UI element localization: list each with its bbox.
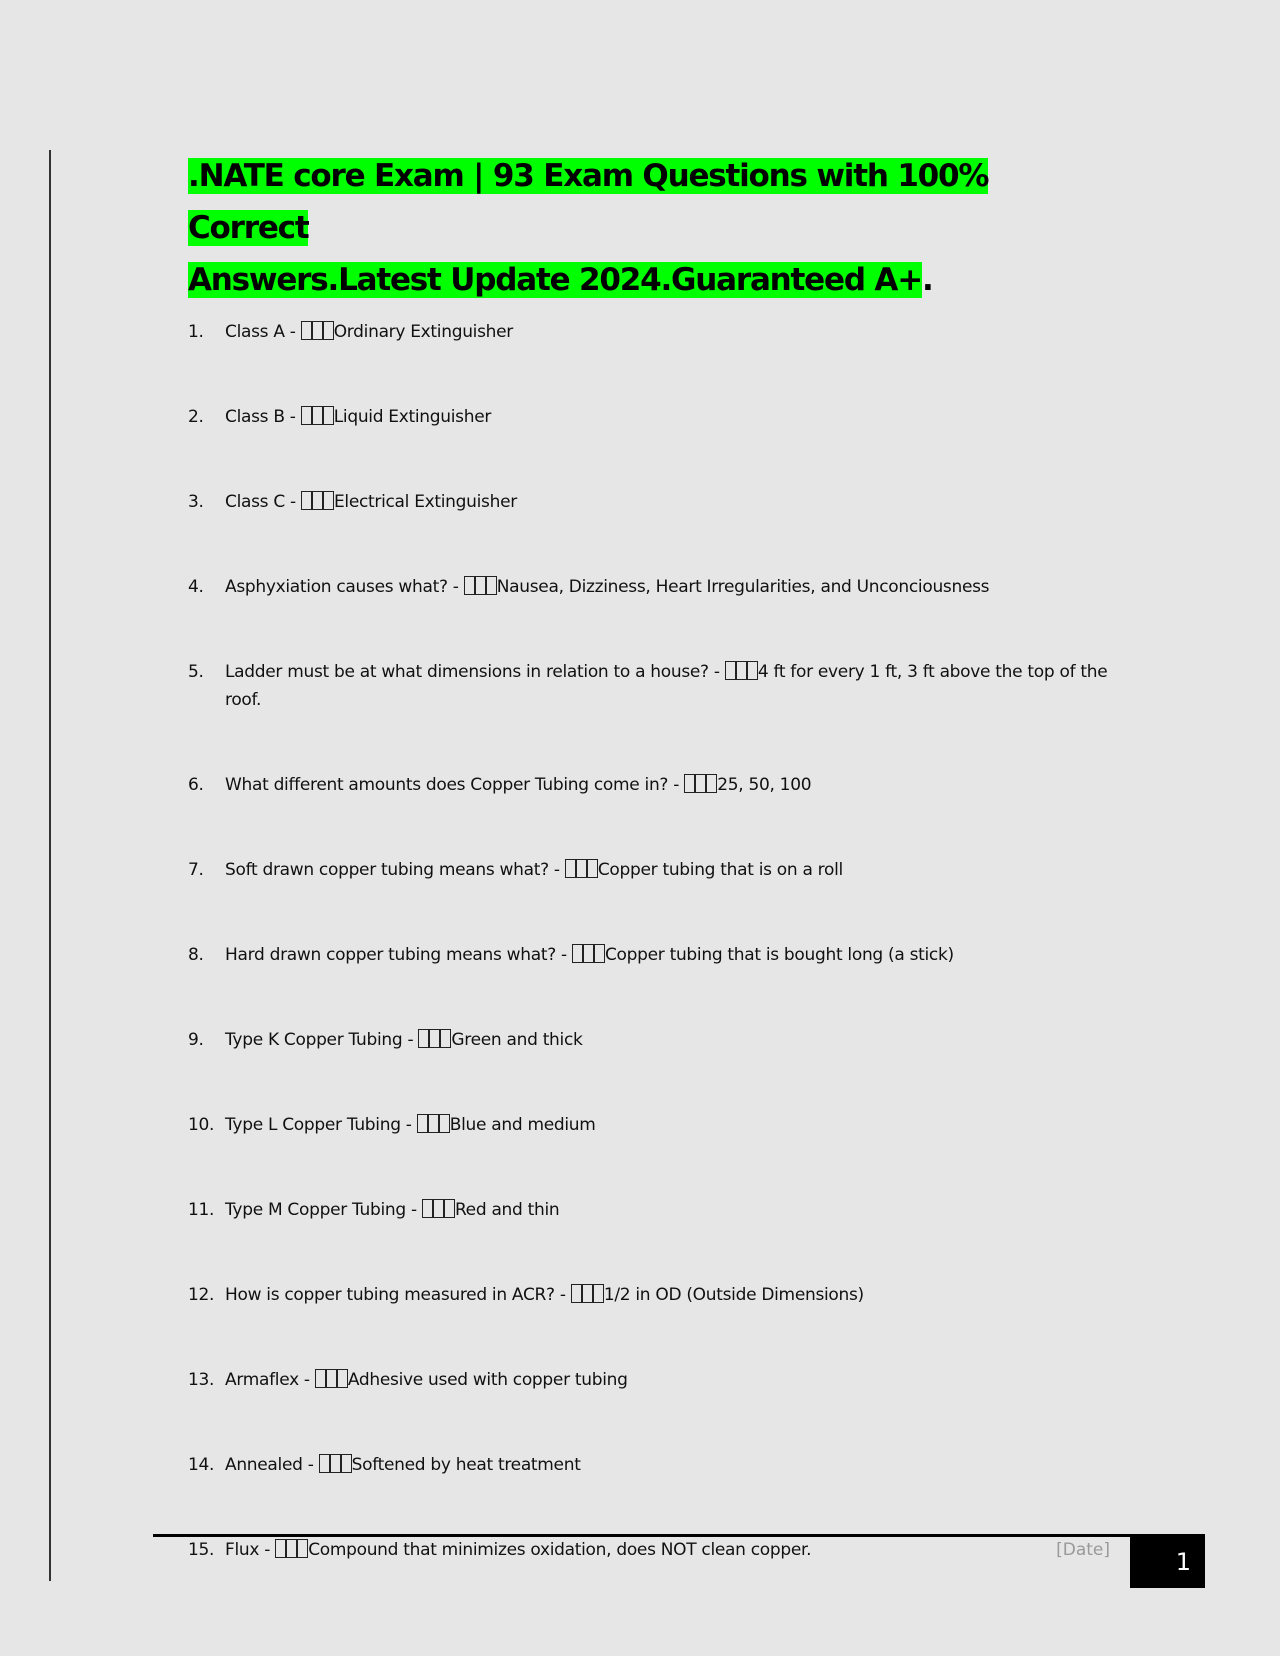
item-answer: Red and thin	[454, 1200, 560, 1220]
missing-glyph-icon	[418, 1030, 451, 1050]
item-question: Armaflex -	[225, 1370, 315, 1390]
item-text	[225, 941, 1108, 969]
footer-date: [Date]	[1056, 1540, 1110, 1560]
item-number: 10.	[188, 1115, 215, 1135]
item-question: Type K Copper Tubing -	[225, 1030, 419, 1050]
missing-glyph-icon	[725, 662, 758, 682]
item-text	[225, 1451, 1108, 1479]
missing-glyph-icon	[565, 860, 598, 880]
title-line-1: .NATE core Exam | 93 Exam Questions with 100% Correct	[188, 158, 989, 246]
item-text	[225, 1026, 1108, 1054]
title-suffix: .	[921, 262, 934, 298]
item-number: 5.	[188, 662, 204, 682]
item-number: 13.	[188, 1370, 215, 1390]
item-answer: Adhesive used with copper tubing	[347, 1370, 628, 1390]
missing-glyph-icon	[684, 775, 717, 795]
item-answer: Green and thick	[451, 1030, 583, 1050]
item-text	[225, 1536, 1108, 1564]
item-answer: Softened by heat treatment	[351, 1455, 581, 1475]
item-number: 11.	[188, 1200, 215, 1220]
item-number: 6.	[188, 775, 204, 795]
item-text	[225, 856, 1108, 884]
item-number: 9.	[188, 1030, 204, 1050]
list-item	[188, 1451, 1108, 1479]
item-question: Annealed -	[225, 1455, 319, 1475]
missing-glyph-icon	[571, 1285, 604, 1305]
item-question: Asphyxiation causes what? -	[225, 577, 464, 597]
item-question: Ladder must be at what dimensions in relation to a house? -	[225, 662, 725, 682]
item-answer: Compound that minimizes oxidation, does NOT clean copper.	[308, 1540, 812, 1560]
item-text	[225, 1111, 1108, 1139]
item-text	[225, 658, 1108, 714]
list-item	[188, 1536, 1108, 1564]
list-item	[188, 771, 1108, 799]
document-body	[188, 150, 1108, 1621]
question-list	[188, 318, 1108, 1564]
title-line-2: Answers.Latest Update 2024.Guaranteed A+	[188, 262, 922, 298]
item-answer: 1/2 in OD (Outside Dimensions)	[603, 1285, 864, 1305]
list-item	[188, 1111, 1108, 1139]
item-text	[225, 573, 1108, 601]
item-answer: Ordinary Extinguisher	[333, 322, 513, 342]
item-question: How is copper tubing measured in ACR? -	[225, 1285, 571, 1305]
item-question: Type M Copper Tubing -	[225, 1200, 422, 1220]
item-number: 12.	[188, 1285, 215, 1305]
item-text	[225, 403, 1108, 431]
list-item	[188, 573, 1108, 601]
item-question: Class A -	[225, 322, 301, 342]
item-answer: Copper tubing that is on a roll	[597, 860, 843, 880]
page-number: 1	[1130, 1537, 1205, 1588]
list-item	[188, 403, 1108, 431]
item-answer: 4 ft for every 1 ft, 3 ft above the top of the roof.	[225, 662, 1108, 710]
missing-glyph-icon	[417, 1115, 450, 1135]
missing-glyph-icon	[319, 1455, 352, 1475]
item-text	[225, 1366, 1108, 1394]
footer-rule	[153, 1534, 1205, 1537]
item-text	[225, 771, 1108, 799]
missing-glyph-icon	[301, 322, 334, 342]
missing-glyph-icon	[275, 1540, 308, 1560]
item-answer: Liquid Extinguisher	[333, 407, 492, 427]
item-text	[225, 318, 1108, 346]
list-item	[188, 856, 1108, 884]
list-item	[188, 318, 1108, 346]
missing-glyph-icon	[422, 1200, 455, 1220]
item-question: Class B -	[225, 407, 301, 427]
list-item	[188, 1026, 1108, 1054]
item-number: 3.	[188, 492, 204, 512]
item-question: Flux -	[225, 1540, 276, 1560]
list-item	[188, 1196, 1108, 1224]
item-number: 4.	[188, 577, 204, 597]
item-answer: Electrical Extinguisher	[333, 492, 517, 512]
item-answer: 25, 50, 100	[717, 775, 812, 795]
item-text	[225, 1196, 1108, 1224]
item-question: Type L Copper Tubing -	[225, 1115, 417, 1135]
missing-glyph-icon	[464, 577, 497, 597]
missing-glyph-icon	[572, 945, 605, 965]
item-question: Hard drawn copper tubing means what? -	[225, 945, 572, 965]
item-number: 1.	[188, 322, 204, 342]
missing-glyph-icon	[301, 492, 334, 512]
item-question: Class C -	[225, 492, 301, 512]
left-margin-rule	[49, 150, 51, 1581]
item-answer: Blue and medium	[449, 1115, 596, 1135]
item-number: 15.	[188, 1540, 215, 1560]
list-item	[188, 658, 1108, 714]
missing-glyph-icon	[315, 1370, 348, 1390]
item-question: Soft drawn copper tubing means what? -	[225, 860, 565, 880]
item-number: 14.	[188, 1455, 215, 1475]
item-number: 8.	[188, 945, 204, 965]
item-answer: Copper tubing that is bought long (a stick)	[604, 945, 954, 965]
item-text	[225, 1281, 1108, 1309]
document-title	[188, 150, 1108, 306]
item-question: What different amounts does Copper Tubing come in? -	[225, 775, 685, 795]
item-text	[225, 488, 1108, 516]
list-item	[188, 1281, 1108, 1309]
list-item	[188, 488, 1108, 516]
item-number: 2.	[188, 407, 204, 427]
list-item	[188, 941, 1108, 969]
item-number: 7.	[188, 860, 204, 880]
list-item	[188, 1366, 1108, 1394]
missing-glyph-icon	[301, 407, 334, 427]
item-answer: Nausea, Dizziness, Heart Irregularities, and Unconciousness	[496, 577, 990, 597]
